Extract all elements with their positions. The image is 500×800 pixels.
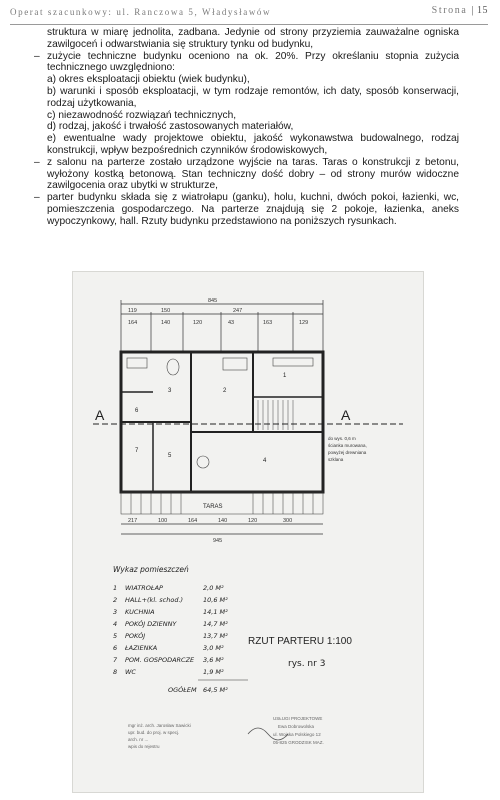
dim-label: 150 xyxy=(161,308,171,314)
svg-text:2: 2 xyxy=(113,596,118,604)
list-item: a) okres eksploatacji obiektu (wiek budynku), xyxy=(47,74,250,86)
svg-text:1,9 M²: 1,9 M² xyxy=(203,668,224,676)
svg-text:ścianka murowana,: ścianka murowana, xyxy=(328,443,367,448)
svg-text:2,0 M²: 2,0 M² xyxy=(203,584,224,592)
svg-text:217: 217 xyxy=(128,518,138,524)
svg-text:OGÓŁEM: OGÓŁEM xyxy=(168,686,197,694)
page-label: Strona xyxy=(431,5,468,16)
svg-text:7: 7 xyxy=(135,448,139,454)
dim-label: 845 xyxy=(208,298,218,304)
header-page-indicator xyxy=(432,5,488,16)
svg-text:4: 4 xyxy=(263,458,267,464)
svg-text:5: 5 xyxy=(113,632,118,640)
svg-text:szklana: szklana xyxy=(328,457,344,462)
svg-text:WIATROŁAP: WIATROŁAP xyxy=(125,584,163,592)
designer-stamp xyxy=(128,723,191,749)
dim-label: 140 xyxy=(161,320,171,326)
dim-label: 43 xyxy=(228,320,235,326)
rooms-schedule xyxy=(113,565,228,694)
building-walls xyxy=(121,352,323,492)
svg-text:powyżej drewniana: powyżej drewniana xyxy=(328,450,367,455)
bullet-item xyxy=(34,50,459,75)
svg-text:8: 8 xyxy=(113,668,118,676)
svg-text:ŁAZIENKA: ŁAZIENKA xyxy=(125,644,158,652)
svg-text:POKÓJ DZIENNY: POKÓJ DZIENNY xyxy=(125,620,177,628)
svg-text:POM. GOSPODARCZE: POM. GOSPODARCZE xyxy=(125,656,195,664)
paragraph: struktura w miarę jednolita, zadbana. Jedynie od strony przyziemia zauważalne ogniska zawilgoceń i odwarstwiania się struktury tynku od budynku, xyxy=(47,27,459,50)
dim-label: 163 xyxy=(263,320,273,326)
bottom-dimension-lines xyxy=(121,524,323,534)
svg-text:mgr inż. arch. Jarosław Sawick: mgr inż. arch. Jarosław Sawicki xyxy=(128,723,191,728)
svg-text:upr. bud. do proj. w specj.: upr. bud. do proj. w specj. xyxy=(128,730,180,735)
svg-text:300: 300 xyxy=(283,518,293,524)
page-number: | 15 xyxy=(471,5,488,16)
list-item: d) rodzaj, jakość i trwałość zastosowanych materiałów, xyxy=(47,121,294,133)
svg-text:120: 120 xyxy=(248,518,258,524)
bullet-dash: – xyxy=(34,50,40,62)
drawing-number: rys. nr 3 xyxy=(288,659,326,669)
svg-text:6: 6 xyxy=(135,408,139,414)
dim-label: 247 xyxy=(233,308,243,314)
svg-text:05-825 GRODZISK MAZ.: 05-825 GRODZISK MAZ. xyxy=(273,740,324,745)
bullet-item xyxy=(34,156,459,192)
svg-text:1: 1 xyxy=(113,584,118,592)
staircase xyxy=(258,400,293,430)
svg-text:KUCHNIA: KUCHNIA xyxy=(125,608,155,616)
rooms-header: Wykaz pomieszczeń xyxy=(113,565,189,574)
top-dimension-labels xyxy=(128,298,308,326)
list-item: e) ewentualne wady projektowe obiektu, jakość wykonawstwa budowalnego, rodzaj konstrukcji, wpływ bezpośrednich czynników środowiskowych, xyxy=(47,133,459,156)
svg-text:HALL+(kl. schod.): HALL+(kl. schod.) xyxy=(125,596,184,604)
svg-text:164: 164 xyxy=(188,518,198,524)
svg-text:2: 2 xyxy=(223,388,227,394)
bullet-dash: – xyxy=(34,156,40,168)
drawing-title: RZUT PARTERU 1:100 xyxy=(248,636,352,647)
header-document-title: Operat szacunkowy: ul. Ranczowa 5, Władysławów xyxy=(10,7,272,17)
body-text xyxy=(34,27,459,228)
bullet-text: z salonu na parterze zostało urządzone wyjście na taras. Taras o konstrukcji z betonu, wyłożony kostką betonową. Stan techniczny dość dobry – od strony murów widoczne zawilgocenia oraz ubytki w strukturze, xyxy=(47,156,459,192)
section-mark-left: A xyxy=(95,407,105,423)
svg-text:14,7 M²: 14,7 M² xyxy=(203,620,228,628)
svg-text:3: 3 xyxy=(168,388,172,394)
svg-text:wpis do rejestru: wpis do rejestru xyxy=(128,744,160,749)
dim-label: 164 xyxy=(128,320,138,326)
svg-text:POKÓJ: POKÓJ xyxy=(125,632,146,640)
svg-text:5: 5 xyxy=(168,453,172,459)
bottom-dimension-labels xyxy=(128,518,292,544)
dim-label: 120 xyxy=(193,320,203,326)
svg-text:945: 945 xyxy=(213,538,223,544)
svg-text:USŁUGI PROJEKTOWE: USŁUGI PROJEKTOWE xyxy=(273,716,323,721)
company-stamp xyxy=(273,716,324,745)
svg-text:arch. nr ...: arch. nr ... xyxy=(128,737,149,742)
terrace xyxy=(121,492,323,514)
bullet-text: zużycie techniczne budynku oceniono na ok. 20%. Przy określaniu stopnia zużycia technicznego uwzględniono: xyxy=(47,50,459,74)
dim-label: 119 xyxy=(128,308,137,314)
svg-text:ul. Wojska Polskiego 12: ul. Wojska Polskiego 12 xyxy=(273,732,321,737)
svg-text:3,0 M²: 3,0 M² xyxy=(203,644,224,652)
dim-label: 129 xyxy=(299,320,309,326)
svg-text:100: 100 xyxy=(158,518,168,524)
svg-text:140: 140 xyxy=(218,518,228,524)
terrace-label: TARAS xyxy=(203,504,223,510)
page-header xyxy=(10,2,488,25)
floor-plan-drawing xyxy=(73,272,423,792)
bullet-dash: – xyxy=(34,192,40,204)
room-numbers xyxy=(135,373,287,464)
svg-text:7: 7 xyxy=(113,656,118,664)
wall-annotation xyxy=(328,436,367,462)
svg-text:do wys. 0,6 m: do wys. 0,6 m xyxy=(328,436,356,441)
section-mark-right: A xyxy=(341,407,351,423)
floor-plan-scan xyxy=(72,271,424,793)
top-dimension-lines xyxy=(121,300,323,352)
svg-text:14,1 M²: 14,1 M² xyxy=(203,608,228,616)
svg-text:WC: WC xyxy=(125,668,136,676)
svg-text:1: 1 xyxy=(283,373,287,379)
svg-text:64,5 M²: 64,5 M² xyxy=(203,686,228,694)
list-item: c) niezawodność rozwiązań technicznych, xyxy=(47,109,237,121)
svg-text:3: 3 xyxy=(113,608,118,616)
svg-text:6: 6 xyxy=(113,644,118,652)
svg-text:4: 4 xyxy=(113,620,118,628)
bullet-text: parter budynku składa się z wiatrołapu (ganku), holu, kuchni, dwóch pokoi, łazienki, wc, pomieszczenia gospodarczego. Na parterze znajdują się 2 pokoje, łazienka, aneks wypoczynkowy, hall. Rzuty budynku przedstawiono na poniższych rysunkach. xyxy=(47,192,459,227)
list-item: b) warunki i sposób eksploatacji, w tym rodzaje remontów, ich daty, sposób konserwacji, rodzaj użytkowania, xyxy=(47,85,459,109)
svg-text:13,7 M²: 13,7 M² xyxy=(203,632,228,640)
svg-text:Ewa Dobrowolska: Ewa Dobrowolska xyxy=(278,724,315,729)
bullet-item xyxy=(34,192,459,227)
svg-text:3,6 M²: 3,6 M² xyxy=(203,656,224,664)
svg-text:10,6 M²: 10,6 M² xyxy=(203,596,228,604)
